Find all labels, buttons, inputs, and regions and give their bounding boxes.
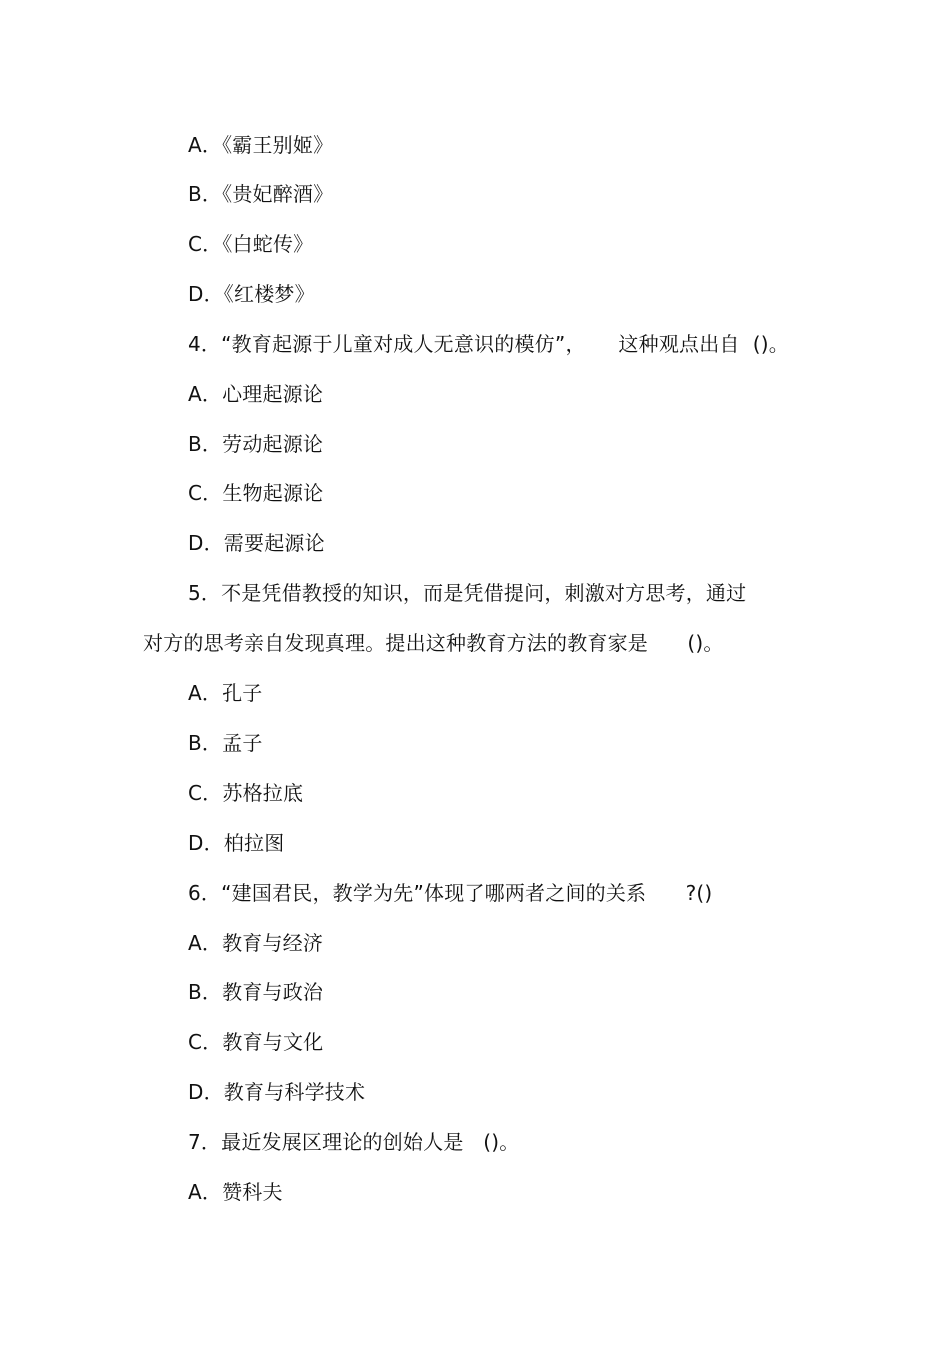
q3-option-d: D．《红楼梦》 — [188, 282, 315, 306]
question-5-line-1: 5．不是凭借教授的知识，而是凭借提问，刺激对方思考，通过 — [188, 581, 747, 605]
q7-option-a: A．赞科夫 — [188, 1180, 283, 1204]
q6-option-b: B．教育与政治 — [188, 980, 324, 1004]
q4-option-c: C．生物起源论 — [188, 481, 324, 505]
question-6: 6．“建国君民，教学为先”体现了哪两者之间的关系 ?() — [188, 881, 713, 905]
question-4: 4．“教育起源于儿童对成人无意识的模仿”， 这种观点出自 ()。 — [188, 332, 789, 356]
q4-option-b: B．劳动起源论 — [188, 432, 324, 456]
q5-option-d: D．柏拉图 — [188, 831, 285, 855]
q3-option-a: A．《霸王别姬》 — [188, 133, 334, 157]
q3-option-c: C．《白蛇传》 — [188, 232, 314, 256]
q4-option-a: A．心理起源论 — [188, 382, 324, 406]
question-5-line-2: 对方的思考亲自发现真理。提出这种教育方法的教育家是 ()。 — [143, 631, 724, 655]
q5-option-b: B．孟子 — [188, 731, 263, 755]
q6-option-d: D．教育与科学技术 — [188, 1080, 366, 1104]
q4-option-d: D．需要起源论 — [188, 531, 325, 555]
q5-option-a: A．孔子 — [188, 681, 263, 705]
question-7: 7．最近发展区理论的创始人是 ()。 — [188, 1130, 520, 1154]
q3-option-b: B．《贵妃醉酒》 — [188, 182, 334, 206]
q5-option-c: C．苏格拉底 — [188, 781, 304, 805]
q6-option-a: A．教育与经济 — [188, 931, 324, 955]
q6-option-c: C．教育与文化 — [188, 1030, 324, 1054]
